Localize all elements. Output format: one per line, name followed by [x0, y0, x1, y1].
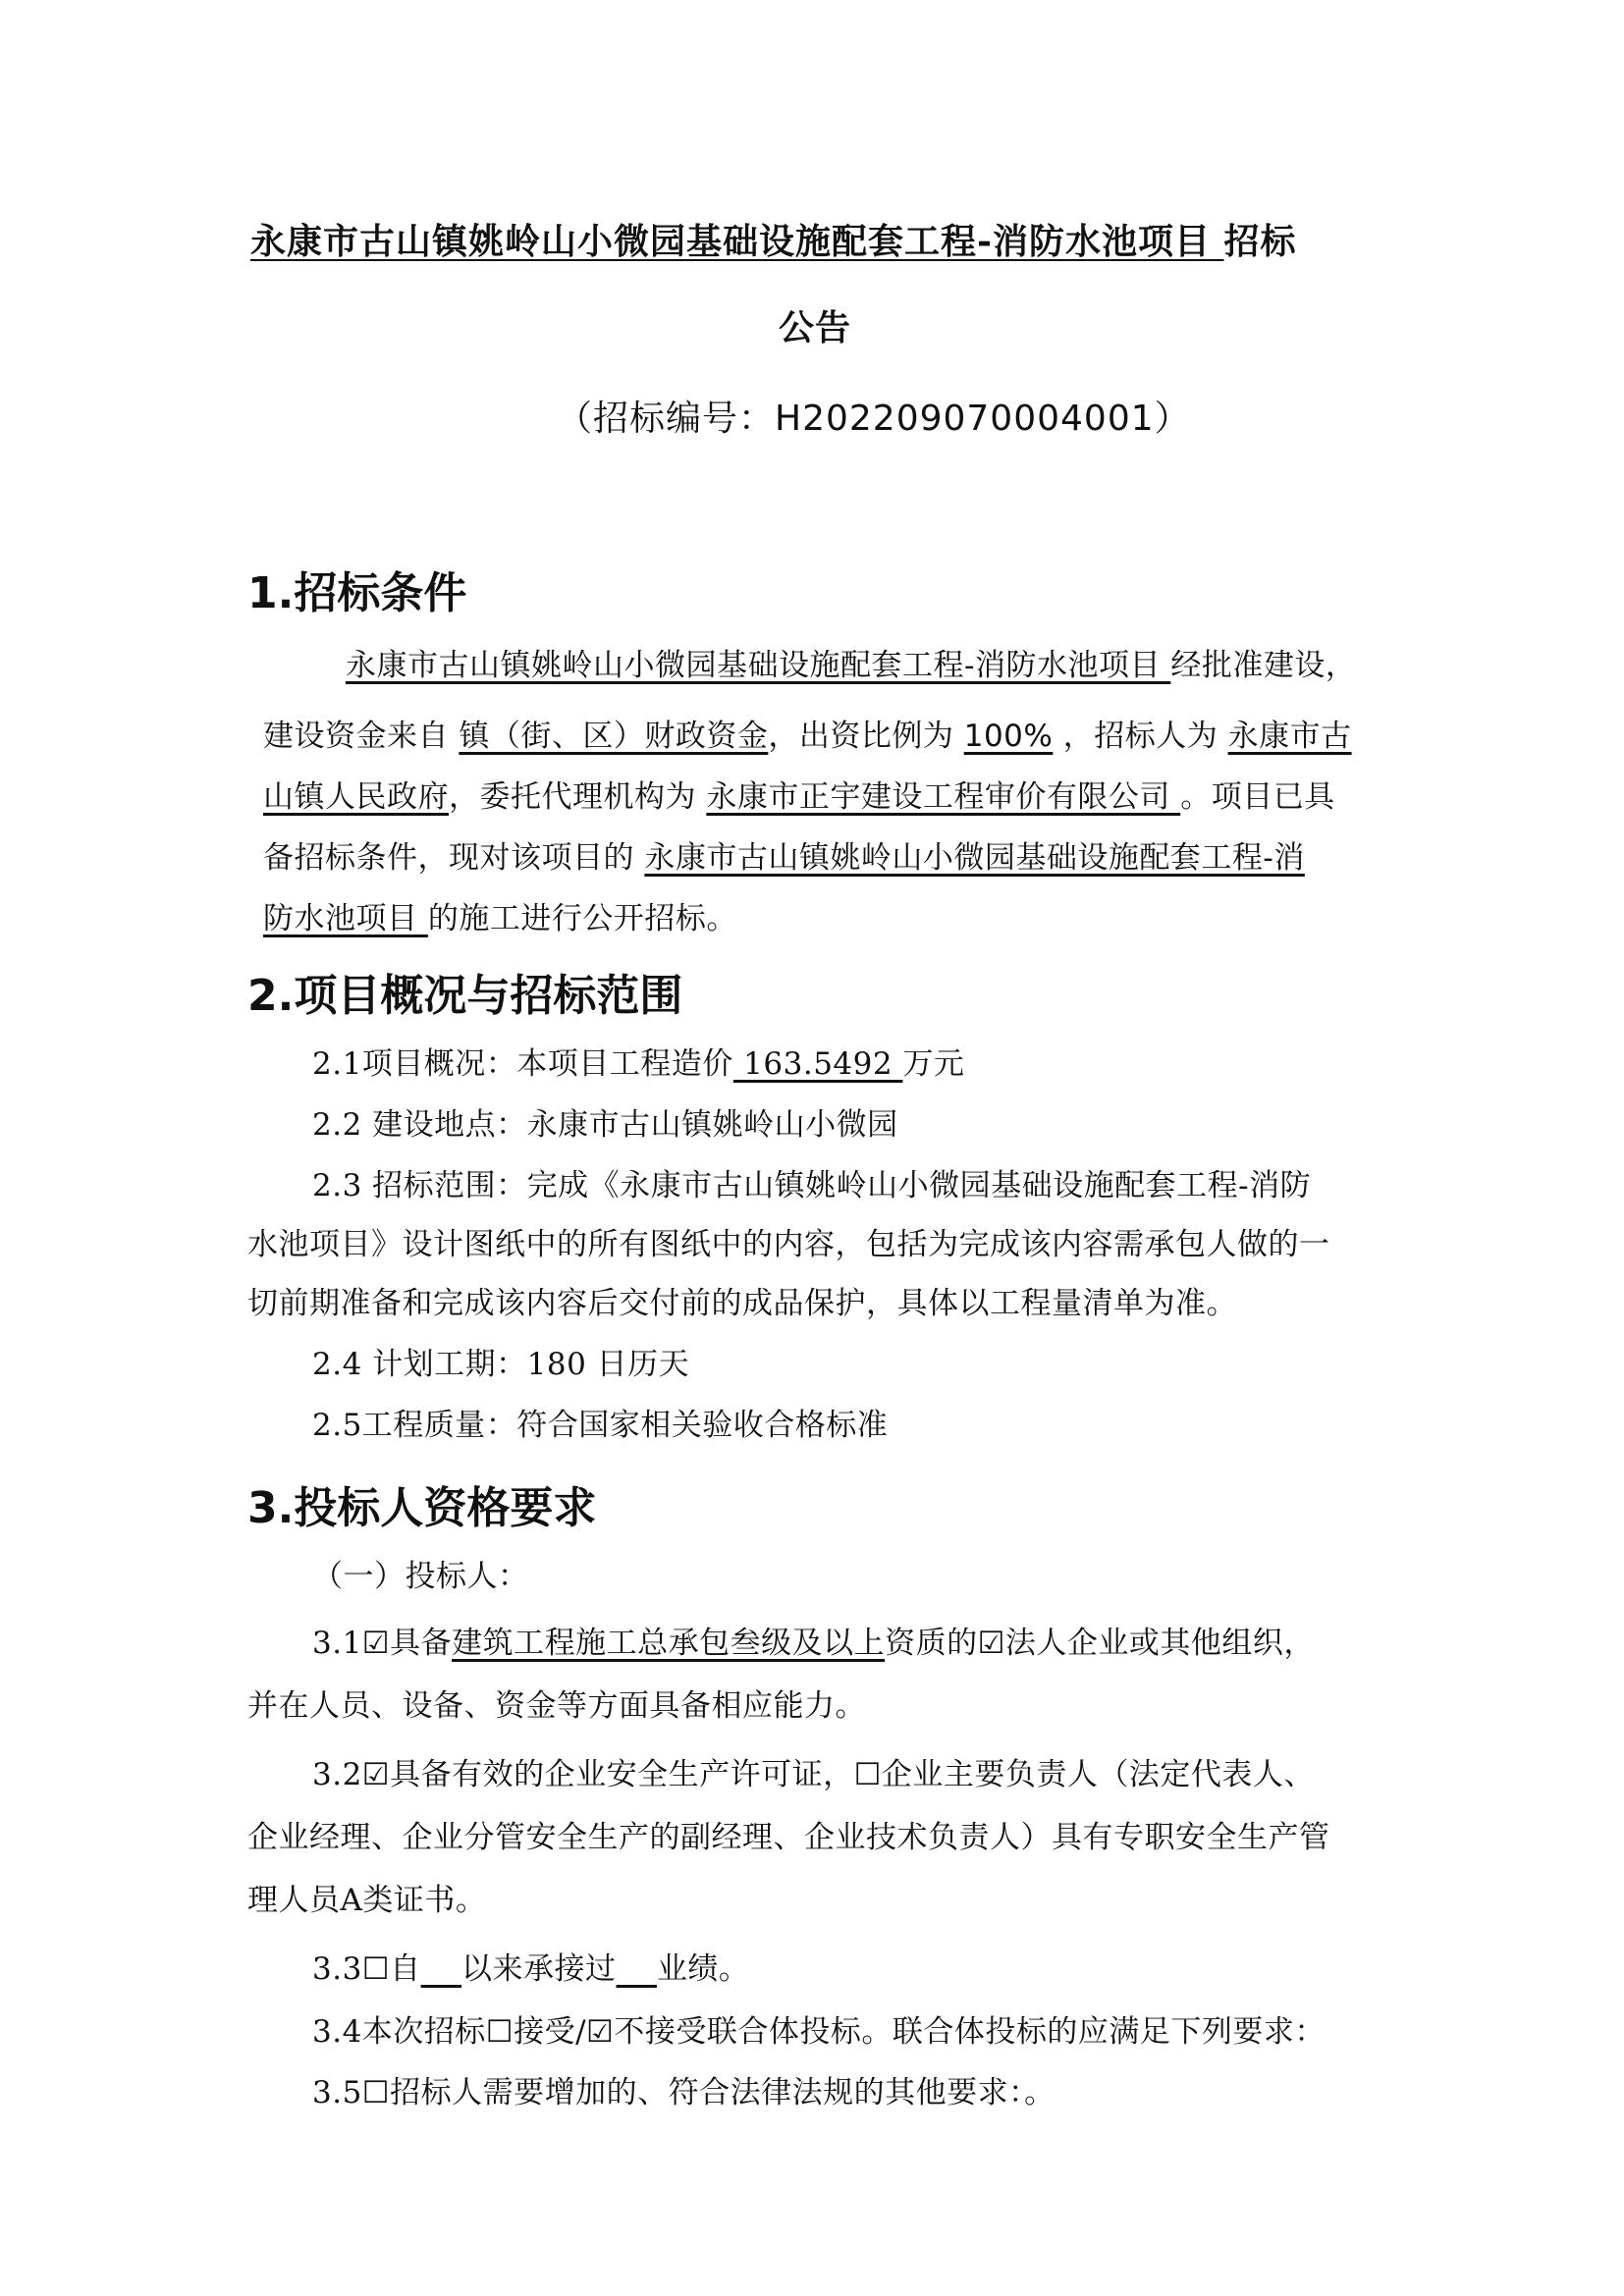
s3-req-1-line1: [312, 1618, 1315, 1662]
s1-line-2: [263, 711, 1352, 755]
s3-req-2-line2: 企业经理、企业分管安全生产的副经理、企业技术负责人）具有专职安全生产管: [247, 1820, 1330, 1855]
title-project-name: 永康市古山镇姚岭山小微园基础设施配套工程-消防水池项目: [250, 221, 1224, 262]
s1-l2-c: ，招标人为: [1053, 719, 1228, 754]
s1-line-5: [263, 893, 737, 937]
s1-project-name: 永康市古山镇姚岭山小微园基础设施配套工程-消防水池项目: [346, 648, 1171, 683]
agency-name: 永康市正宇建设工程审价有限公司: [706, 779, 1181, 815]
s2-item-5: 2.5工程质量：符合国家相关验收合格标准: [312, 1408, 889, 1443]
s1-line1-tail: 经批准建设，: [1170, 648, 1357, 683]
s1-l4-a: 备招标条件，现对该项目的: [263, 840, 645, 876]
s2-item-3-line1: 2.3 招标范围：完成《永康市古山镇姚岭山小微园基础设施配套工程-消防: [312, 1168, 1312, 1203]
title-suffix: 招标: [1223, 221, 1297, 262]
section-heading-3: 3.投标人资格要求: [247, 1483, 597, 1533]
s1-project-name-2b: 防水池项目: [263, 901, 428, 936]
s2-item-4: 2.4 计划工期：180 日历天: [312, 1347, 690, 1382]
s3-r3-c: 业绩。: [656, 1951, 750, 1987]
blank-date: [421, 1951, 461, 1987]
tenderer-name-part2: 山镇人民政府: [263, 779, 449, 815]
funding-source: 镇（街、区）财政资金: [459, 719, 769, 754]
s1-l2-b: ，出资比例为: [768, 719, 964, 754]
project-cost: 163.5492: [732, 1046, 903, 1082]
s3-req-1-line2: 并在人员、设备、资金等方面具备相应能力。: [247, 1688, 866, 1724]
s3-subheading: （一）投标人：: [312, 1559, 529, 1594]
s2-i1-a: 2.1项目概况：本项目工程造价: [312, 1046, 733, 1082]
funding-ratio: 100%: [963, 719, 1054, 754]
s3-r1-a: 3.1☑具备: [312, 1626, 453, 1661]
s3-req-4: 3.4本次招标☐接受/☑不接受联合体投标。联合体投标的应满足下列要求：: [312, 2014, 1326, 2050]
s2-i1-b: 万元: [902, 1046, 965, 1082]
s1-line-1: [346, 640, 1356, 684]
s3-r3-a: 3.3☐自: [312, 1951, 421, 1987]
s1-l3-a: ，委托代理机构为: [449, 779, 707, 815]
qualification-level: 建筑工程施工总承包叁级及以上: [452, 1626, 886, 1661]
s3-r1-b: 资质的☑法人企业或其他组织，: [885, 1626, 1315, 1661]
tender-code: （招标编号：H202209070004001）: [557, 399, 1191, 439]
s3-req-3: [312, 1944, 749, 1988]
s2-item-3-line2: 水池项目》设计图纸中的所有图纸中的内容，包括为完成该内容需承包人做的一: [247, 1227, 1330, 1262]
s3-req-5: 3.5☐招标人需要增加的、符合法律法规的其他要求：。: [312, 2075, 1056, 2110]
document-title-line2: 公告: [779, 307, 852, 348]
s1-l3-b: 。项目已具: [1180, 779, 1335, 815]
s1-l2-a: 建设资金来自: [263, 719, 460, 754]
s1-l5-tail: 的施工进行公开招标。: [427, 901, 737, 936]
s2-item-1: [312, 1039, 964, 1083]
section-heading-2: 2.项目概况与招标范围: [247, 971, 683, 1021]
section-heading-1: 1.招标条件: [247, 568, 467, 618]
s3-req-2-line3: 理人员A类证书。: [247, 1883, 487, 1918]
s3-r3-b: 以来承接过: [461, 1951, 617, 1987]
s2-item-2: 2.2 建设地点：永康市古山镇姚岭山小微园: [312, 1107, 898, 1143]
s1-project-name-2a: 永康市古山镇姚岭山小微园基础设施配套工程-消: [644, 840, 1305, 876]
s1-line-3: [263, 772, 1335, 816]
blank-performance: [617, 1951, 657, 1987]
s1-line-4: [263, 832, 1305, 877]
tenderer-name-part1: 永康市古: [1227, 719, 1352, 754]
s2-item-3-line3: 切前期准备和完成该内容后交付前的成品保护，具体以工程量清单为准。: [247, 1286, 1237, 1321]
document-title-line1: [250, 214, 1297, 264]
s3-req-2-line1: 3.2☑具备有效的企业安全生产许可证，☐企业主要负责人（法定代表人、: [312, 1757, 1315, 1792]
